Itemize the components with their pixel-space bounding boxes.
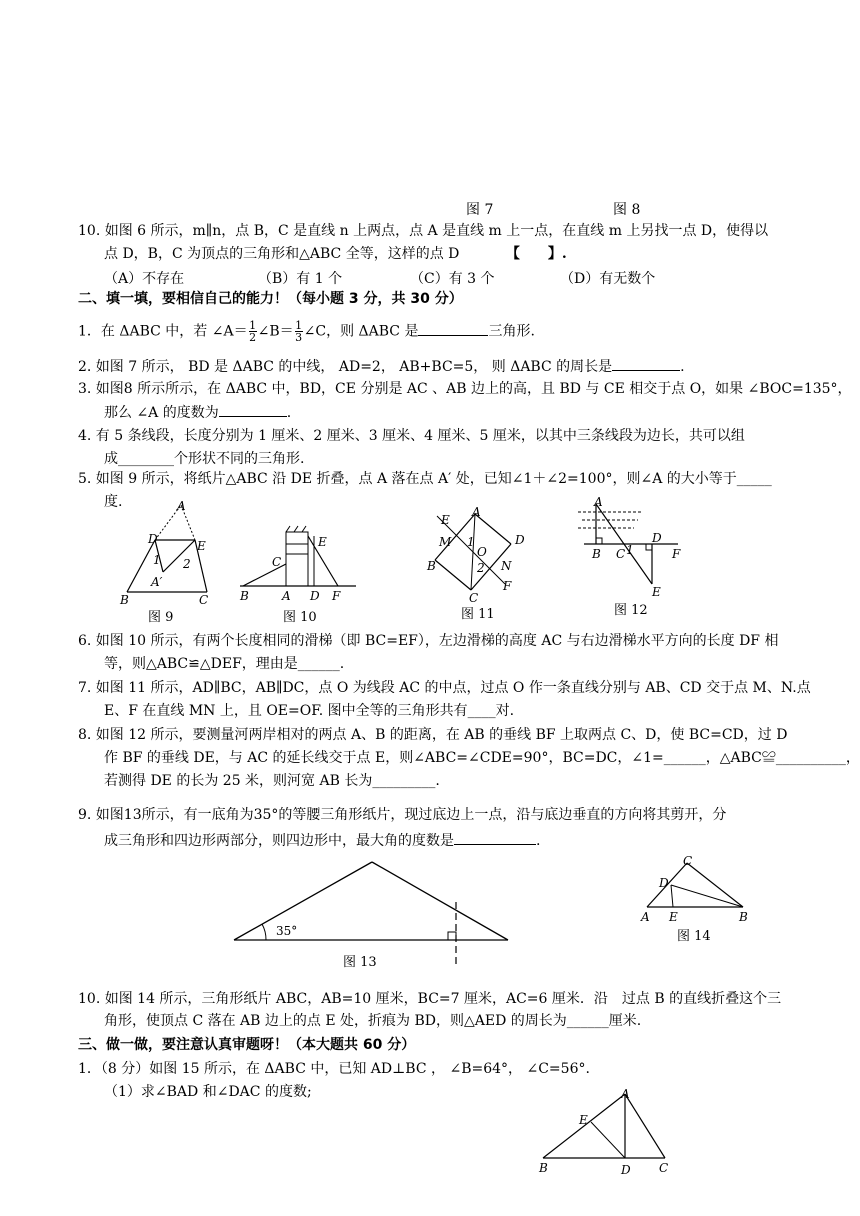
q10-mc-line1: 10. 如图 6 所示，m∥n，点 B，C 是直线 n 上两点，点 A 是直线 m 上一点，在直线 m 上另找一点 D，使得以 [78,223,769,239]
q3-text: 那么 ∠A 的度数为 [104,405,219,421]
svg-text:F: F [332,589,341,603]
svg-text:B: B [739,910,748,924]
s3-q1: 1．（8 分）如图 15 所示，在 ΔABC 中，已知 AD⊥BC ， ∠B=64°， ∠C=56°. [78,1061,590,1077]
s2-q8b: 作 BF 的垂线 DE，与 AC 的延长线交于点 E，则∠ABC=∠CDE=90°，BC=DC，∠1=______，△ABC≌__________， [104,750,860,766]
svg-text:B: B [539,1161,548,1175]
svg-text:B: B [120,593,129,607]
s2-q8a: 8. 如图 12 所示，要测量河两岸相对的两点 A、B 的距离，在 AB 的垂线 BF 上取两点 C、D，使 BC=CD，过 D [78,727,788,743]
fig12-caption: 图 12 [614,603,648,618]
svg-text:A: A [621,1087,630,1101]
svg-text:1: 1 [626,543,634,557]
svg-text:C: C [616,547,626,561]
fig10-caption: 图 10 [283,610,317,625]
answer-blank [612,356,680,371]
svg-text:A: A [177,499,186,513]
s2-q6a: 6. 如图 10 所示，有两个长度相同的滑梯（即 BC=EF），左边滑梯的高度 AC 与右边滑梯水平方向的长度 DF 相 [78,633,779,649]
svg-text:B: B [427,559,436,573]
figure-14 [637,855,757,925]
svg-text:O: O [477,545,487,559]
svg-text:C: C [659,1161,669,1175]
figure-12 [574,495,684,599]
svg-text:C: C [272,555,282,569]
answer-blank [418,321,488,336]
svg-text:A: A [594,495,603,509]
fig14-caption: 图 14 [677,929,711,944]
s2-q7a: 7. 如图 11 所示，AD∥BC，AB∥DC，点 O 为线段 AC 的中点，过点 O 作一条直线分别与 AB、CD 交于点 M、N.点 [78,680,811,696]
fig9-caption: 图 9 [148,610,174,625]
figure-15 [535,1088,685,1178]
svg-text:E: E [579,1113,588,1127]
s2-q10b: 角形，使顶点 C 落在 AB 边上的点 E 处，折痕为 BD，则△AED 的周长为______厘米. [104,1013,642,1029]
svg-text:F: F [503,579,512,593]
svg-text:E: E [441,513,450,527]
svg-text:D: D [652,531,662,545]
s2-q6b: 等，则△ABC≌△DEF，理由是______. [104,656,345,672]
svg-text:D: D [310,589,320,603]
svg-text:M: M [439,535,452,549]
fig11-caption: 图 11 [461,607,495,622]
q1-part-d: 三角形. [488,323,535,340]
svg-text:A: A [641,910,650,924]
section2-heading: 二、填一填，要相信自己的能力！（每小题 3 分，共 30 分） [78,291,463,307]
option-d: （D）有无数个 [560,271,656,287]
svg-text:1: 1 [467,535,475,549]
s2-q4a: 4. 有 5 条线段，长度分别为 1 厘米、2 厘米、3 厘米、4 厘米、5 厘米，以其中三条线段为边长，共可以组 [78,428,745,444]
svg-text:D: D [659,876,669,890]
svg-text:E: E [669,910,678,924]
svg-text:2: 2 [477,561,485,575]
fraction-third: 1 3 [295,319,303,344]
option-a: （A）不存在 [104,271,185,287]
angle-35-label: 35° [276,924,298,938]
fraction-half: 1 2 [249,319,257,344]
s2-q3a: 3. 如图8 所示所示，在 ΔABC 中，BD，CE 分别是 AC 、AB 边上的高，且 BD 与 CE 相交于点 O，如果 ∠BOC=135°， [78,381,852,397]
s2-q5b: 度. [104,494,123,510]
figure-11 [425,505,535,608]
q1-part-c: ∠C，则 ΔABC 是 [303,323,419,340]
svg-text:2: 2 [183,557,191,571]
q9-text: 成三角形和四边形两部分，则四边形中，最大角的度数是 [104,833,454,849]
s2-q5a: 5. 如图 9 所示，将纸片△ABC 沿 DE 折叠，点 A 落在点 A′ 处，已知∠1＋∠2=100°，则∠A 的大小等于_____ [78,471,772,487]
s2-q9b: 成三角形和四边形两部分，则四边形中，最大角的度数是 . [104,830,540,850]
svg-text:N: N [501,559,512,573]
svg-text:A′: A′ [151,575,163,589]
option-c: （C）有 3 个 [410,271,495,287]
s2-q8c: 若测得 DE 的长为 25 米，则河宽 AB 长为_________. [104,773,440,789]
s2-q3b: 那么 ∠A 的度数为 . [104,402,291,422]
answer-bracket: 【 】. [505,246,567,262]
answer-blank [454,830,536,845]
figure-10 [238,524,358,604]
svg-text:D: D [621,1163,631,1177]
svg-text:C: C [199,593,209,607]
q2-text: 2. 如图 7 所示， BD 是 ΔABC 的中线， AD=2， AB+BC=5， 则 ΔABC 的周长是 [78,359,613,375]
s2-q10a: 10. 如图 14 所示，三角形纸片 ABC，AB=10 厘米，BC=7 厘米，AC=6 厘米．沿 过点 B 的直线折叠这个三 [78,991,782,1007]
fig13-caption: 图 13 [343,955,377,970]
svg-text:E: E [652,585,661,599]
fig7-caption: 图 7 [466,202,494,218]
answer-blank [219,402,287,417]
q10-mc-text: 点 D，B，C 为顶点的三角形和△ABC 全等，这样的点 D [104,246,460,262]
svg-text:C: C [683,854,693,868]
figure-9 [115,500,215,610]
svg-text:A: A [472,505,481,519]
s3-q1-part1: （1）求∠BAD 和∠DAC 的度数; [104,1084,312,1100]
svg-text:E: E [197,539,206,553]
svg-text:F: F [672,547,681,561]
s2-q4b: 成________个形状不同的三角形. [104,451,305,467]
section3-heading: 三、做一做，要注意认真审题呀！（本大题共 60 分） [78,1037,416,1053]
q1-part-a: 1．在 ΔABC 中，若 ∠A＝ [78,323,248,340]
q1-part-b: ∠B＝ [257,323,294,340]
svg-text:B: B [592,547,601,561]
svg-text:D: D [515,533,525,547]
svg-text:C: C [469,591,479,605]
svg-text:E: E [318,535,327,549]
q10-mc-line2 [104,245,567,263]
s2-q9a: 9. 如图13所示，有一底角为35°的等腰三角形纸片，现过底边上一点，沿与底边垂直的方向将其剪开，分 [78,807,727,823]
svg-text:A: A [282,589,291,603]
s2-q7b: E、F 在直线 MN 上，且 OE=OF. 图中全等的三角形共有____对. [104,703,515,719]
s2-q1 [78,320,535,343]
option-b: （B）有 1 个 [258,271,343,287]
svg-text:1: 1 [153,553,161,567]
svg-text:D: D [148,532,158,546]
fig8-caption: 图 8 [613,202,641,218]
s2-q2: 2. 如图 7 所示， BD 是 ΔABC 的中线， AD=2， AB+BC=5， 则 ΔABC 的周长是 . [78,356,685,376]
svg-text:B: B [240,589,249,603]
